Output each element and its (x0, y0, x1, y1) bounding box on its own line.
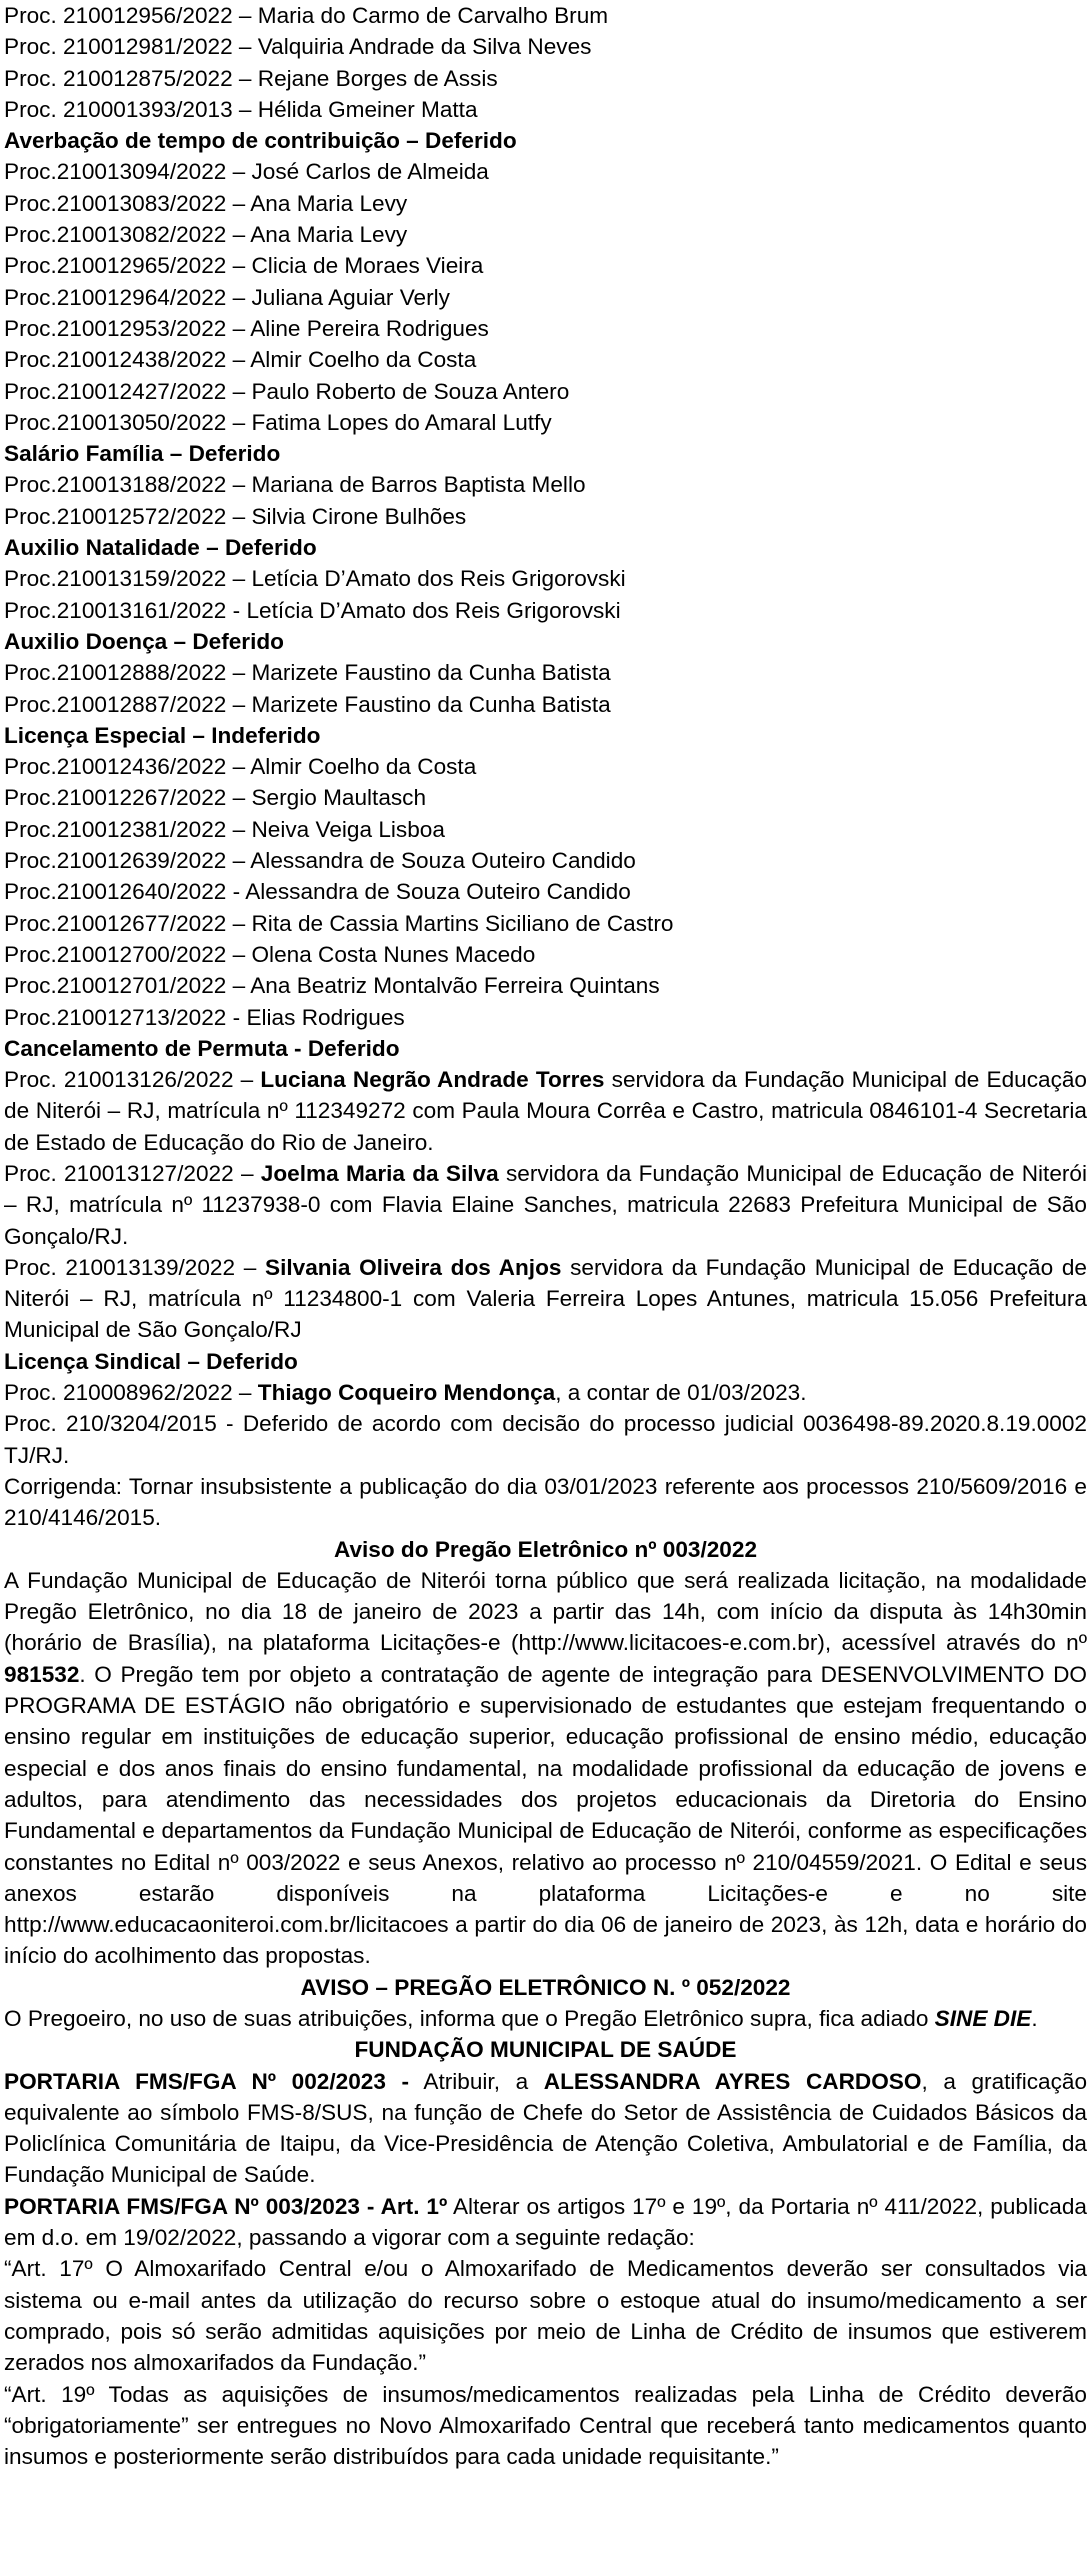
paragraph-text: Atribuir, a (409, 2068, 544, 2094)
list-item: Proc.210013094/2022 – José Carlos de Almeida (4, 159, 489, 185)
list-item: Proc.210013159/2022 – Letícia D’Amato dos Reis Grigorovski (4, 566, 626, 592)
section-heading-licenca-especial: Licença Especial – Indeferido (4, 722, 321, 748)
paragraph-text: A Fundação Municipal de Educação de Niterói torna público que será realizada licitação, na modalidade Pregão Eletrônico, no dia 18 de janeiro de 2023 a partir das 14h, com início da disputa às 14h30min (horário de Brasília), na plataforma Licitações-e (http://www.licitacoes-e.com.br), acessível através do nº (4, 1567, 1087, 1656)
fms-title: FUNDAÇÃO MUNICIPAL DE SAÚDE (354, 2037, 737, 2063)
list-item: Proc. 210012875/2022 – Rejane Borges de Assis (4, 65, 498, 91)
paragraph-text: . (1031, 2006, 1038, 2031)
servidora-name: Silvania Oliveira dos Anjos (265, 1254, 562, 1280)
servidora-name: ALESSANDRA AYRES CARDOSO (543, 2068, 922, 2094)
list-item: Proc.210012677/2022 – Rita de Cassia Martins Siciliano de Castro (4, 910, 674, 936)
list-item: Proc.210012965/2022 – Clicia de Moraes Vieira (4, 253, 484, 279)
list-item: Proc.210012888/2022 – Marizete Faustino da Cunha Batista (4, 660, 611, 686)
permuta-paragraph (4, 1064, 1087, 1158)
paragraph-text: , a contar de 01/03/2023. (555, 1380, 807, 1406)
portaria-002-paragraph (4, 2066, 1087, 2191)
sine-die-emphasis: SINE DIE (934, 2006, 1032, 2031)
aviso-003-title: Aviso do Pregão Eletrônico nº 003/2022 (333, 1536, 758, 1562)
list-item: Proc. 210001393/2013 – Hélida Gmeiner Matta (4, 96, 478, 122)
aviso-003-paragraph (4, 1565, 1087, 1972)
section-heading-salario-familia: Salário Família – Deferido (4, 441, 281, 467)
portaria-label: PORTARIA FMS/FGA Nº 002/2023 - (4, 2068, 410, 2094)
art-19-paragraph: “Art. 19º Todas as aquisições de insumos/medicamentos realizadas pela Linha de Crédito deverão “obrigatoriamente” ser entregues no Novo Almoxarifado Central que receberá tanto medicamentos quanto insumos e posteriormente serão distribuídos para cada unidade requisitante.” (4, 2381, 1087, 2470)
proc-number: Proc. 210013127/2022 – (4, 1160, 261, 1186)
list-item: Proc.210012438/2022 – Almir Coelho da Costa (4, 347, 477, 373)
portaria-003-paragraph (4, 2191, 1087, 2254)
list-item: Proc.210013050/2022 – Fatima Lopes do Amaral Lutfy (4, 409, 552, 435)
section-heading-averbacao: Averbação de tempo de contribuição – Deferido (4, 128, 517, 154)
list-item: Proc.210012700/2022 – Olena Costa Nunes Macedo (4, 941, 536, 967)
portaria-label: PORTARIA FMS/FGA Nº 003/2023 - Art. 1º (4, 2193, 448, 2219)
section-heading-licenca-sindical: Licença Sindical – Deferido (4, 1348, 298, 1374)
section-heading-auxilio-natalidade: Auxilio Natalidade – Deferido (4, 535, 317, 561)
list-auxilio-natalidade (4, 563, 1087, 626)
decisao-paragraph: Proc. 210/3204/2015 - Deferido de acordo com decisão do processo judicial 0036498-89.2020.8.19.0002 TJ/RJ. (4, 1411, 1087, 1468)
list-proc-group-a (4, 0, 1087, 125)
list-item: Proc.210012572/2022 – Silvia Cirone Bulhões (4, 503, 467, 529)
paragraph-text: servidora da Fundação Municipal de Educação de Niterói – RJ, matrícula nº 11237938-0 com Flavia Elaine Sanches, matricula 22683 Prefeitura Municipal de São Gonçalo/RJ. (4, 1160, 1087, 1249)
list-item: Proc.210012701/2022 – Ana Beatriz Montalvão Ferreira Quintans (4, 973, 660, 999)
licitacao-number: 981532 (4, 1661, 80, 1687)
list-item: Proc.210013082/2022 – Ana Maria Levy (4, 222, 408, 248)
proc-number: Proc. 210013139/2022 – (4, 1254, 265, 1280)
paragraph-text: servidora da Fundação Municipal de Educação de Niterói – RJ, matrícula nº 112349272 com Paula Moura Corrêa e Castro, matricula 0846101-4 Secretaria de Estado de Educação do Rio de Janeiro. (4, 1067, 1087, 1155)
list-item: Proc.210012381/2022 – Neiva Veiga Lisboa (4, 816, 445, 842)
list-item: Proc.210012427/2022 – Paulo Roberto de Souza Antero (4, 378, 570, 404)
list-licenca-especial (4, 751, 1087, 1033)
list-item: Proc.210013083/2022 – Ana Maria Levy (4, 190, 408, 216)
corrigenda-paragraph: Corrigenda: Tornar insubsistente a publicação do dia 03/01/2023 referente aos processos 210/5609/2016 e 210/4146/2015. (4, 1473, 1087, 1531)
proc-number: Proc. 210008962/2022 – (4, 1380, 258, 1406)
list-item: Proc.210012953/2022 – Aline Pereira Rodrigues (4, 315, 489, 341)
list-item: Proc.210012713/2022 - Elias Rodrigues (4, 1004, 405, 1030)
paragraph-text: O Pregoeiro, no uso de suas atribuições, informa que o Pregão Eletrônico supra, fica adiado (4, 2006, 935, 2031)
list-salario-familia (4, 469, 1087, 532)
paragraph-text: servidora da Fundação Municipal de Educação de Niterói – RJ, matrícula nº 11234800-1 com Valeria Ferreira Lopes Antunes, matricula 15.056 Prefeitura Municipal de São Gonçalo/RJ (4, 1254, 1088, 1343)
list-item: Proc.210012640/2022 - Alessandra de Souza Outeiro Candido (4, 879, 631, 905)
paragraph-text: Alterar os artigos 17º e 19º, da Portaria nº 411/2022, publicada em d.o. em 19/02/2022, passando a vigorar com a seguinte redação: (4, 2193, 1087, 2251)
list-item: Proc.210012964/2022 – Juliana Aguiar Verly (4, 284, 450, 310)
paragraph-text: . O Pregão tem por objeto a contratação de agente de integração para DESENVOLVIMENTO DO PROGRAMA DE ESTÁGIO não obrigatório e supervisionado de estudantes que estejam frequentando o ensino regular em instituições de educação superior, educação profissional de ensino médio, educação especial e dos anos finais do ensino fundamental, na modalidade profissional da educação de jovens e adultos, para atendimento das necessidades dos projetos educacionais da Diretoria do Ensino Fundamental e departamentos da Fundação Municipal de Educação de Niterói, conforme as especificações constantes no Edital nº 003/2022 e seus Anexos, relativo ao processo nº 210/04559/2021. O Edital e seus anexos estarão disponíveis na plataforma Licitações-e e no site http://www.educacaoniteroi.com.br/licitacoes a partir do dia 06 de janeiro de 2023, às 12h, data e horário do início do acolhimento das propostas. (4, 1661, 1087, 1969)
aviso-052-title: AVISO – PREGÃO ELETRÔNICO N. º 052/2022 (300, 1974, 791, 2000)
list-item: Proc.210013161/2022 - Letícia D’Amato dos Reis Grigorovski (4, 597, 621, 623)
section-heading-cancelamento-permuta: Cancelamento de Permuta - Deferido (4, 1035, 400, 1061)
servidora-name: Luciana Negrão Andrade Torres (260, 1067, 605, 1093)
aviso-052-paragraph (4, 2003, 1087, 2034)
permuta-paragraph (4, 1252, 1087, 1346)
list-averbacao (4, 156, 1087, 438)
list-item: Proc.210012887/2022 – Marizete Faustino da Cunha Batista (4, 691, 611, 717)
list-auxilio-doenca (4, 657, 1087, 720)
section-heading-auxilio-doenca: Auxilio Doença – Deferido (4, 628, 284, 654)
paragraph-text: , a gratificação equivalente ao símbolo FMS-8/SUS, na função de Chefe do Setor de Assistência de Cuidados Básicos da Policlínica Comunitária de Itaipu, da Vice-Presidência de Atenção Coletiva, Ambulatorial e de Família, da Fundação Municipal de Saúde. (4, 2068, 1088, 2188)
list-item: Proc. 210012981/2022 – Valquiria Andrade da Silva Neves (4, 34, 592, 60)
list-item: Proc. 210012956/2022 – Maria do Carmo de Carvalho Brum (4, 3, 609, 28)
permuta-paragraph (4, 1158, 1087, 1252)
list-item: Proc.210012267/2022 – Sergio Maultasch (4, 785, 427, 811)
list-item: Proc.210013188/2022 – Mariana de Barros Baptista Mello (4, 472, 586, 498)
list-item: Proc.210012639/2022 – Alessandra de Souza Outeiro Candido (4, 848, 636, 874)
art-17-paragraph: “Art. 17º O Almoxarifado Central e/ou o Almoxarifado de Medicamentos deverão ser consultados via sistema ou e-mail antes da utilização do recurso sobre o estoque atual do insumo/medicamento a ser comprado, pois só serão admitidas aquisições por meio de Linha de Crédito de insumos que estiverem zerados nos almoxarifados da Fundação.” (4, 2256, 1087, 2376)
sindical-paragraph (4, 1377, 1087, 1408)
list-item: Proc.210012436/2022 – Almir Coelho da Costa (4, 754, 477, 780)
proc-number: Proc. 210013126/2022 – (4, 1067, 261, 1093)
servidor-name: Thiago Coqueiro Mendonça (257, 1380, 556, 1406)
servidora-name: Joelma Maria da Silva (260, 1160, 499, 1186)
